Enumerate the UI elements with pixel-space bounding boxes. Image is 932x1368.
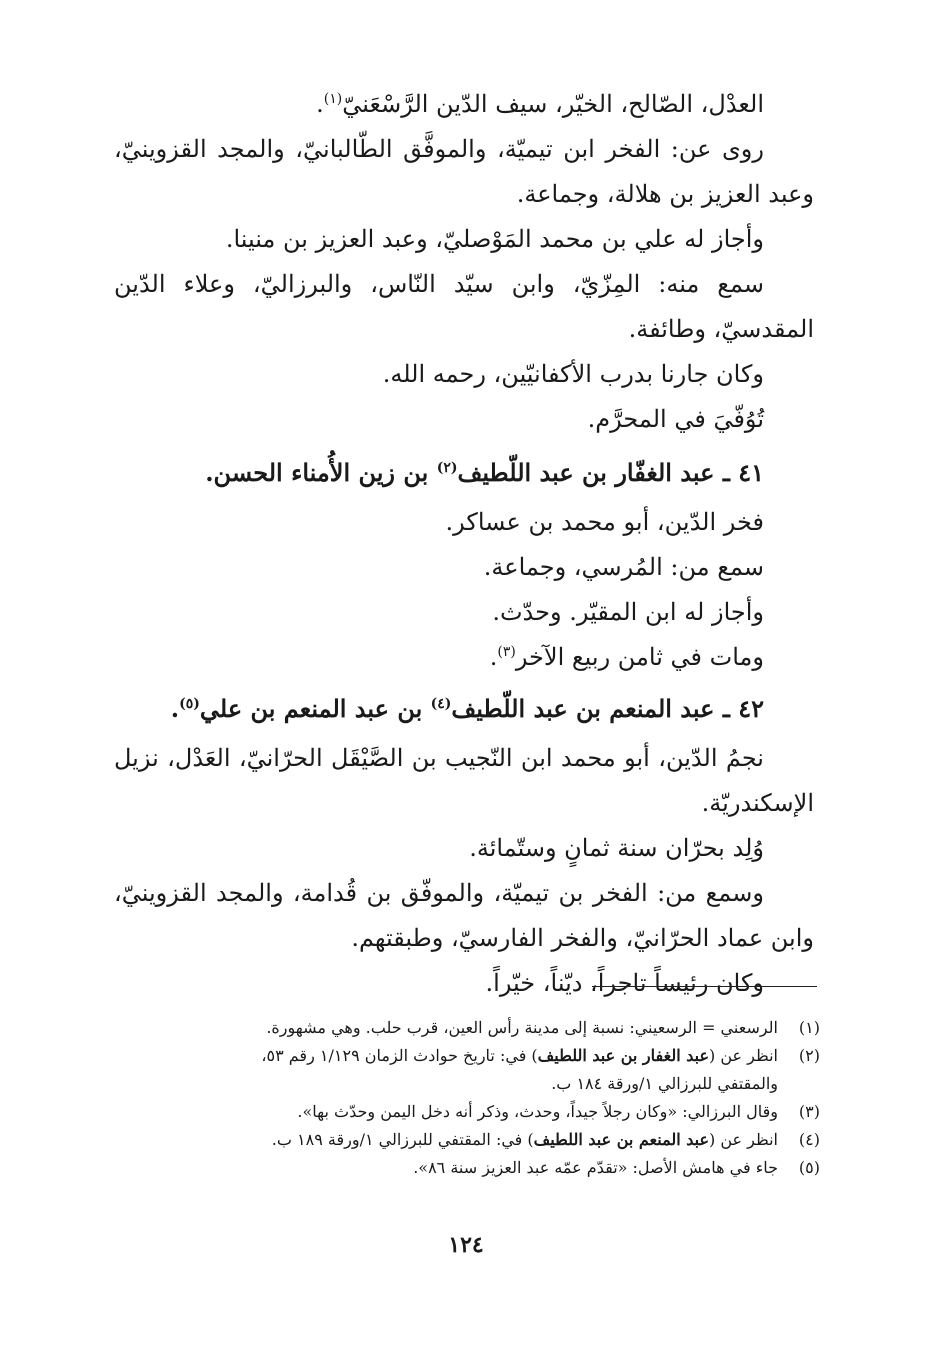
footnotes [114,1014,820,1182]
text-line: وابن عماد الحرّانيّ، والفخر الفارسيّ، وطبقتهم. [351,924,814,952]
footnote-number: (٢) [798,1046,820,1065]
footnote-number: (٣) [798,1102,820,1121]
text-line: وسمع من: الفخر بن تيميّة، والموفّق بن قُدامة، والمجد القزوينيّ، [114,879,764,907]
text-line: وأجاز له علي بن محمد المَوْصليّ، وعبد العزيز بن منينا. [225,225,764,253]
footnote-text: انظر عن (عبد المنعم بن عبد اللطيف) في: المقتفي للبرزالي ١/ورقة ١٨٩ ب. [271,1130,778,1149]
footnote-text: الرسعني = الرسعيني: نسبة إلى مدينة رأس العين، قرب حلب. وهي مشهورة. [266,1018,778,1037]
text-line: سمع منه: المِزّيّ، وابن سيّد النّاس، والبرزاليّ، وعلاء الدّين [114,270,764,298]
footnote-number: (١) [798,1018,820,1037]
footnote-ref[interactable]: (٣) [497,644,516,660]
footnote-separator [592,986,817,987]
footnote-number: (٥) [798,1158,820,1177]
text-line: وكان جارنا بدرب الأكفانيّين، رحمه الله. [382,360,764,388]
text-line: وأجاز له ابن المقيّر. وحدّث. [492,598,764,626]
footnote-text: وقال البرزالي: «وكان رجلاً جيداً، وحدث، وذكر أنه دخل اليمن وحدّث بها». [297,1102,778,1121]
footnote-4 [114,1126,820,1154]
text-line: فخر الدّين، أبو محمد بن عساكر. [445,508,764,536]
text-line: روى عن: الفخر ابن تيميّة، والموفَّق الطّالبانيّ، والمجد القزوينيّ، [114,135,764,163]
footnote-1 [114,1014,820,1042]
text-line: وُلِد بحرّان سنة ثمانٍ وستّمائة. [469,834,764,862]
entry-heading-41: ٤١ ـ عبد الغفّار بن عبد اللّطيف$^{(٢)}$ بن زين الأُمناء الحسن. [205,458,764,487]
footnote-number: (٤) [798,1130,820,1149]
footnote-text: انظر عن (عبد الغفار بن عبد اللطيف) في: تاريخ حوادث الزمان ١/١٢٩ رقم ٥٣، [261,1046,778,1065]
footnote-ref[interactable]: (١) [323,91,343,107]
footnote-ref[interactable]: (٢) [436,460,458,476]
text-line: العدْل، الصّالح، الخيّر، سيف الدّين الرَّسْعَنيّ$^{(١)}$. [316,90,764,118]
text-line: الإسكندريّة. [701,789,814,817]
text-line: وكان رئيساً تاجراً، ديّناً، خيّراً. [485,969,764,997]
page-number: ١٢٤ [448,1232,484,1258]
footnote-5 [114,1154,820,1182]
text-line: نجمُ الدّين، أبو محمد ابن النّجيب بن الصَّيْقَل الحرّانيّ، العَدْل، نزيل [114,744,764,772]
footnote-3 [114,1098,820,1126]
entry-heading-42: ٤٢ ـ عبد المنعم بن عبد اللّطيف$^{(٤)}$ بن عبد المنعم بن علي$^{(٥)}$. [170,694,764,723]
footnote-ref[interactable]: (٤) [430,696,452,712]
text-line: وعبد العزيز بن هلالة، وجماعة. [516,180,814,208]
footnote-ref[interactable]: (٥) [179,696,200,712]
text-line: المقدسيّ، وطائفة. [628,315,814,343]
footnote-text: والمقتفي للبرزالي ١/ورقة ١٨٤ ب. [551,1074,778,1093]
text-line: تُوُفّيَ في المحرَّم. [587,405,764,433]
line-text: العدْل، الصّالح، الخيّر، سيف الدّين الرَّسْعَنيّ [342,90,764,118]
text-line: سمع من: المُرسي، وجماعة. [483,553,764,581]
footnote-2 [114,1042,820,1098]
main-text [114,82,814,1006]
footnote-text: جاء في هامش الأصل: «تقدّم عمّه عبد العزيز سنة ٨٦». [413,1158,778,1177]
text-line: ومات في ثامن ربيع الآخر$^{(٣)}$. [489,643,764,671]
